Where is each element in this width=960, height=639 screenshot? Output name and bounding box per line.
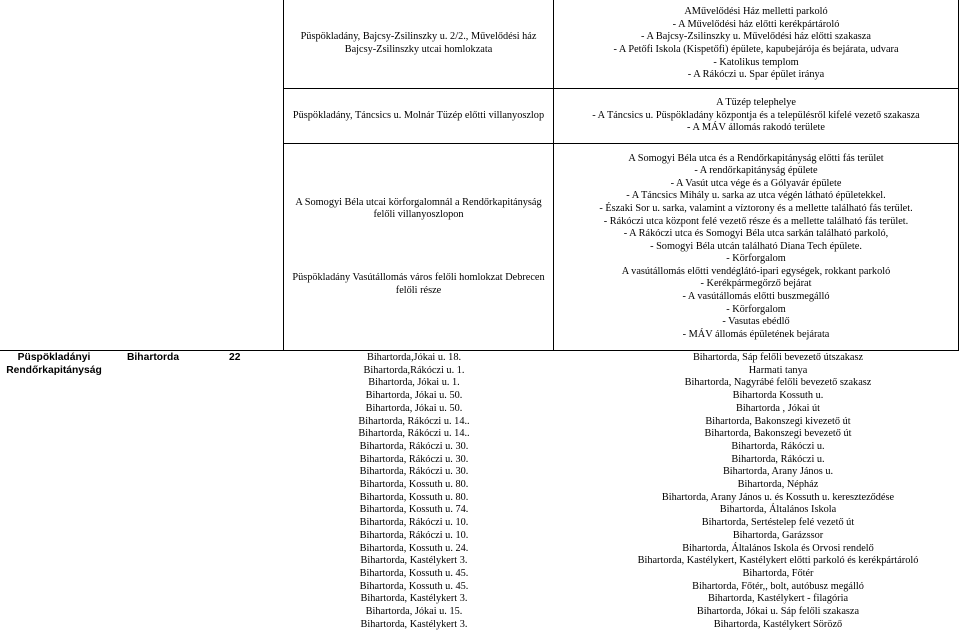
monitored-area-line: - Rákóczi utca központ felé vezető része és a mellette található fás terület. <box>603 215 909 227</box>
monitored-area-line: AMűvelődési Ház melletti parkoló <box>684 6 828 18</box>
monitored-area: Harmati tanya <box>748 364 808 376</box>
camera-address: Bihartorda, Kossuth u. 45. <box>359 567 469 579</box>
monitored-area-line: A Somogyi Béla utca és a Rendőrkapitányság előtti fás terület <box>628 152 884 164</box>
camera-location-line <box>292 222 544 235</box>
camera-address: Bihartorda, Kossuth u. 74. <box>359 504 469 516</box>
camera-address: Bihartorda, Rákóczi u. 30. <box>359 440 469 452</box>
monitored-area-line: - A MÁV állomás rakodó területe <box>687 122 825 134</box>
monitored-area-line: - Körforgalom <box>726 253 786 265</box>
monitored-area: Bihartorda, Kastélykert Söröző <box>713 618 843 630</box>
camera-address: Bihartorda,Jókai u. 18. <box>366 352 462 363</box>
monitored-area: Bihartorda Kossuth u. <box>732 390 824 402</box>
monitored-area-cell <box>554 0 958 88</box>
monitored-area-line: - Körforgalom <box>726 303 786 315</box>
monitored-area: Bihartorda, Főtér <box>742 567 814 579</box>
camera-location-line: felőli része <box>395 284 442 296</box>
police-office-label <box>0 352 108 377</box>
camera-location-line: felőli villanyoszlopon <box>373 209 464 221</box>
camera-location-line <box>292 247 544 260</box>
police-office-line: Rendőrkapitányság <box>6 364 102 376</box>
monitored-area-line: - Somogyi Béla utcán található Diana Tech épülete. <box>650 240 862 252</box>
monitored-area-line: - MÁV állomás épületének bejárata <box>682 328 830 340</box>
camera-location-line: Püspökladány, Táncsics u. Molnár Tüzép előtti villanyoszlop <box>292 109 545 121</box>
camera-location-line: A Somogyi Béla utcai körforgalomnál a Rendőrkapitányság <box>295 196 542 208</box>
camera-address: Bihartorda, Kastélykert 3. <box>360 618 468 630</box>
monitored-area-cell <box>554 89 958 143</box>
monitored-area: Bihartorda, Rákóczi u. <box>731 440 825 452</box>
monitored-area-line: - A Bajcsy-Zsilinszky u. Művelődési ház előtti szakasza <box>641 31 871 43</box>
monitored-area: Bihartorda, Sertéstelep felé vezető út <box>701 517 855 529</box>
camera-address: Bihartorda,Rákóczi u. 1. <box>363 364 465 376</box>
monitored-area-line: - Katolikus templom <box>713 56 799 68</box>
camera-location-cell <box>284 144 553 350</box>
camera-address: Bihartorda, Kossuth u. 80. <box>359 479 469 490</box>
monitored-area-line: A vasútállomás előtti vendéglátó-ipari egységek, rokkant parkoló <box>621 265 891 277</box>
monitored-area-cell <box>554 144 958 350</box>
monitored-area-line: - A Petőfi Iskola (Kispetőfi) épülete, kapubejárója és bejárata, udvara <box>613 44 899 55</box>
camera-address: Bihartorda, Rákóczi u. 10. <box>359 517 469 529</box>
monitored-area: Bihartorda, Kastélykert, Kastélykert előtti parkoló és kerékpártároló <box>637 555 919 567</box>
camera-address: Bihartorda, Kossuth u. 24. <box>359 542 469 554</box>
monitored-area: Bihartorda, Garázssor <box>732 529 824 541</box>
monitored-area: Bihartorda , Jókai út <box>735 402 821 414</box>
camera-address: Bihartorda, Kossuth u. 80. <box>359 491 469 503</box>
monitored-area: Bihartorda, Sáp felőli bevezető útszakasz <box>692 352 864 363</box>
monitored-area: Bihartorda, Arany János u. <box>722 466 834 478</box>
camera-address: Bihartorda, Rákóczi u. 14.. <box>358 415 470 427</box>
camera-address: Bihartorda, Jókai u. 1. <box>368 377 460 389</box>
police-office-line: Püspökladányi <box>17 352 91 363</box>
table-border-right <box>958 0 959 350</box>
monitored-area: Bihartorda, Népház <box>737 479 819 490</box>
monitored-area-line: - Kerékpármegőrző bejárat <box>700 278 812 290</box>
camera-address: Bihartorda, Rákóczi u. 10. <box>359 529 469 541</box>
camera-location-line: Bajcsy-Zsilinszky utcai homlokzata <box>344 44 493 55</box>
camera-address: Bihartorda, Kastélykert 3. <box>360 593 468 605</box>
monitored-area: Bihartorda, Rákóczi u. <box>731 453 825 465</box>
monitored-area-line: A Tüzép telephelye <box>716 97 796 109</box>
camera-address: Bihartorda, Rákóczi u. 14.. <box>358 428 470 440</box>
camera-location-cell <box>284 0 553 88</box>
monitored-area-line: - A rendőrkapitányság épülete <box>694 165 818 177</box>
monitored-area: Bihartorda, Bakonszegi bevezető út <box>704 428 852 440</box>
monitored-area-line: - Vasutas ebédlő <box>722 316 790 328</box>
monitored-area: Bihartorda, Kastélykert - filagória <box>707 593 849 605</box>
monitored-area: Bihartorda, Általános Iskola és Orvosi rendelő <box>682 542 874 554</box>
camera-location-line <box>292 234 544 247</box>
camera-address: Bihartorda, Jókai u. 15. <box>365 606 463 617</box>
town-name: Bihartorda <box>127 352 180 363</box>
monitored-area-line: - A vasútállomás előtti buszmegálló <box>682 291 830 303</box>
monitored-area-line: - A Táncsics Mihály u. sarka az utca végén látható épületekkel. <box>626 190 886 202</box>
monitored-area-line: - A Vasút utca vége és a Gólyavár épülete <box>670 177 842 189</box>
monitored-area-line: - A Művelődési ház előtti kerékpártároló <box>672 18 840 30</box>
monitored-area: Bihartorda, Nagyrábé felőli bevezető szakasz <box>684 377 872 389</box>
camera-address: Bihartorda, Rákóczi u. 30. <box>359 466 469 478</box>
camera-address: Bihartorda, Jókai u. 50. <box>365 390 463 402</box>
camera-address: Bihartorda, Kossuth u. 45. <box>359 580 469 592</box>
monitored-area: Bihartorda, Általános Iskola <box>719 504 837 516</box>
monitored-area-line: - A Táncsics u. Püspökladány központja és a településről kifelé vezető szakasza <box>592 109 920 121</box>
camera-address: Bihartorda, Kastélykert 3. <box>360 555 468 567</box>
monitored-area-line: - A Rákóczi u. Spar épület iránya <box>687 69 825 81</box>
monitored-area: Bihartorda, Főtér,, bolt, autóbusz megálló <box>692 580 864 592</box>
camera-location-line <box>292 260 544 273</box>
monitored-area: Bihartorda, Arany János u. és Kossuth u. kereszteződése <box>661 491 895 503</box>
monitored-area: Bihartorda, Bakonszegi kivezető út <box>705 415 851 427</box>
camera-address: Bihartorda, Jókai u. 50. <box>365 402 463 414</box>
table-rule <box>0 350 959 351</box>
camera-count: 22 <box>229 352 241 363</box>
monitored-area-line: - A Rákóczi utca és Somogyi Béla utca sarkán található parkoló, <box>623 228 889 240</box>
monitored-area-line: - Északi Sor u. sarka, valamint a víztorony és a mellette található fás terület. <box>599 202 913 214</box>
camera-location-line: Püspökladány Vasútállomás város felőli homlokzat Debrecen <box>292 272 545 284</box>
camera-location-line: Püspökladány, Bajcsy-Zsilinszky u. 2/2., Művelődési ház <box>300 31 537 43</box>
camera-location-cell <box>284 89 553 143</box>
monitored-area: Bihartorda, Jókai u. Sáp felőli szakasza <box>696 606 860 617</box>
camera-address: Bihartorda, Rákóczi u. 30. <box>359 453 469 465</box>
